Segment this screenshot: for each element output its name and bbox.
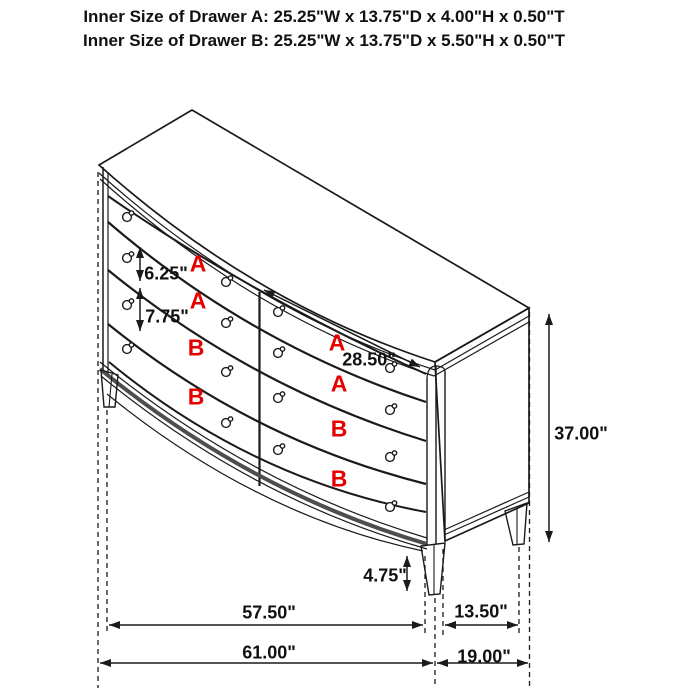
dresser-left-stile xyxy=(103,167,108,377)
drawer-label-right-3: B xyxy=(330,415,348,442)
title-line-drawer-a: Inner Size of Drawer A: 25.25"W x 13.75"D x 4.00"H x 0.50"T xyxy=(83,7,565,26)
drawer-knob-icon xyxy=(123,299,134,310)
drawer-knob-icon xyxy=(222,366,233,377)
dim-label-front-width: 57.50" xyxy=(242,602,296,623)
dim-label-leg-height: 4.75" xyxy=(363,565,407,586)
drawer-knob-icon xyxy=(123,211,134,222)
drawer-knob-icon xyxy=(274,444,285,455)
dim-label-drawer-section-width: 28.50" xyxy=(342,349,396,370)
drawer-label-left-4: B xyxy=(187,383,205,410)
drawer-knob-icon xyxy=(386,451,397,462)
drawer-label-right-4: B xyxy=(330,465,348,492)
drawer-knob-icon xyxy=(123,343,134,354)
drawer-knob-icon xyxy=(274,392,285,403)
dresser-right-post xyxy=(427,366,445,546)
drawer-label-right-1: A xyxy=(328,329,346,356)
drawer-label-right-2: A xyxy=(330,370,348,397)
drawer-knob-icon xyxy=(123,252,134,263)
drawer-knob-icon xyxy=(222,276,233,287)
dim-label-overall-depth: 19.00" xyxy=(457,646,511,667)
drawer-knob-icon xyxy=(386,404,397,415)
drawer-label-left-3: B xyxy=(187,334,205,361)
drawer-label-left-2: A xyxy=(189,287,207,314)
dresser-base-molding xyxy=(100,362,427,551)
drawer-knob-icon xyxy=(274,306,285,317)
drawer-label-left-1: A xyxy=(189,250,207,277)
drawer-knob-icon xyxy=(274,347,285,358)
dim-label-overall-width: 61.00" xyxy=(242,642,296,663)
dim-label-drawer-a-height: 6.25" xyxy=(144,263,188,284)
dim-label-drawer-b-height: 7.75" xyxy=(145,306,189,327)
dim-label-side-depth: 13.50" xyxy=(454,601,508,622)
title-line-drawer-b: Inner Size of Drawer B: 25.25"W x 13.75"D x 5.50"H x 0.50"T xyxy=(82,31,565,50)
dim-label-overall-height: 37.00" xyxy=(554,423,608,444)
drawer-knob-icon xyxy=(222,317,233,328)
diagram-title xyxy=(0,5,648,53)
drawer-knob-icon xyxy=(222,417,233,428)
